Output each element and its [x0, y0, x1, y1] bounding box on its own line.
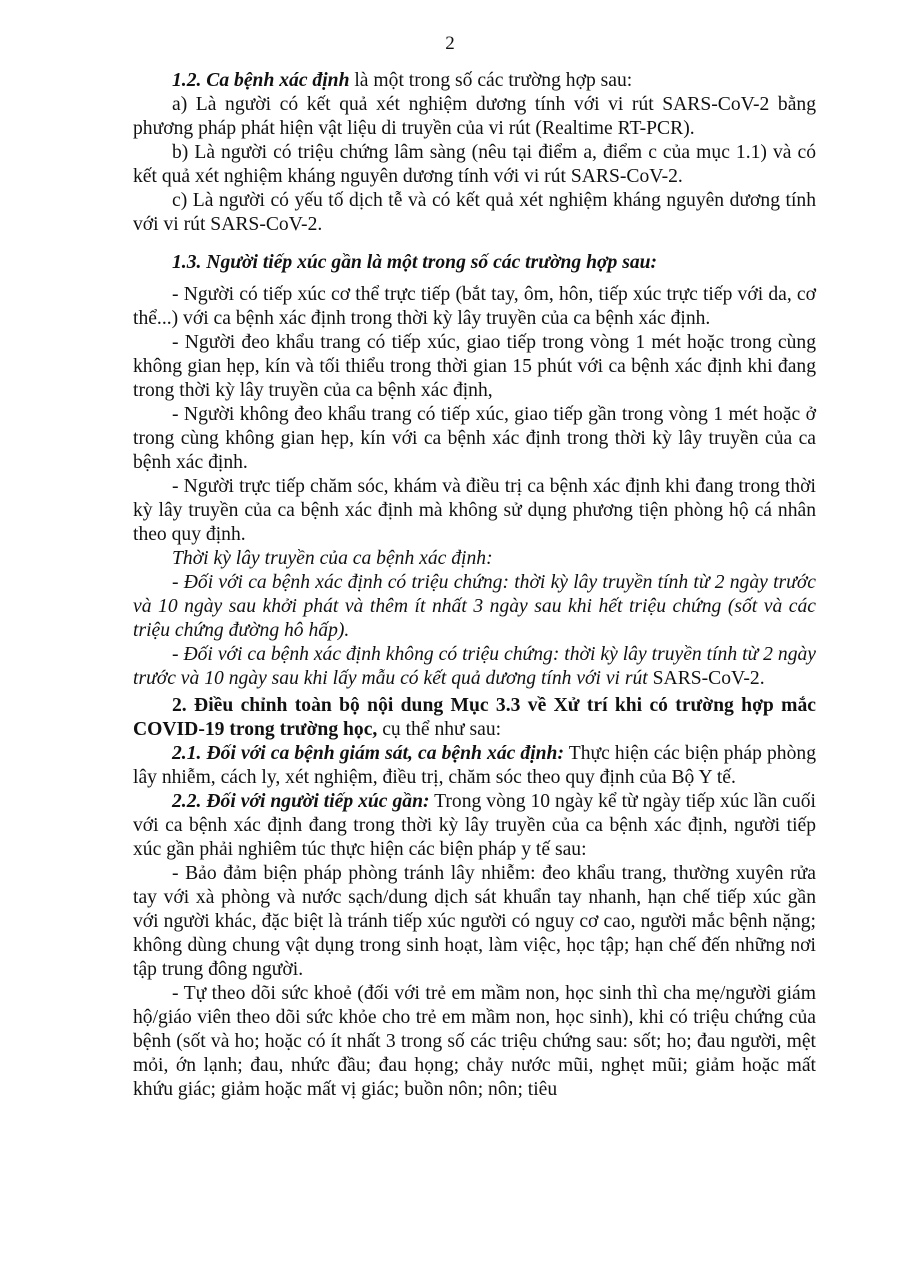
section-1-2-intro	[133, 69, 816, 93]
document-body	[133, 69, 816, 1102]
section-2-2-item: - Bảo đảm biện pháp phòng tránh lây nhiễm: đeo khẩu trang, thường xuyên rửa tay với xà phòng và nước sạch/dung dịch sát khuẩn tay nhanh, hạn chế tiếp xúc gần với người khác, đặc biệt là tránh tiếp xúc người có nguy cơ cao, người mắc bệnh nặng; không dùng chung vật dụng trong sinh hoạt, làm việc, học tập; hạn chế đến những nơi tập trung đông người.	[133, 863, 816, 980]
section-1-3-item: - Người không đeo khẩu trang có tiếp xúc, giao tiếp gần trong vòng 1 mét hoặc ở trong cùng không gian hẹp, kín với ca bệnh xác định trong thời kỳ lây truyền của ca bệnh xác định.	[133, 404, 816, 473]
section-1-2-heading: 1.2. Ca bệnh xác định	[172, 70, 350, 91]
section-2-2-text: Trong vòng 10 ngày kể từ ngày tiếp xúc lần cuối với ca bệnh xác định đang trong thời kỳ lây truyền của ca bệnh xác định, người tiếp xúc gần phải nghiêm túc thực hiện các biện pháp y tế sau:	[133, 791, 816, 860]
section-1-2-item-a: a) Là người có kết quả xét nghiệm dương tính với vi rút SARS-CoV-2 bằng phương pháp phát hiện vật liệu di truyền của vi rút (Realtime RT-PCR).	[133, 94, 816, 139]
section-2-1	[133, 742, 816, 790]
section-2-text: cụ thể như sau:	[377, 719, 502, 740]
transmission-period-symptomatic: - Đối với ca bệnh xác định có triệu chứng: thời kỳ lây truyền tính từ 2 ngày trước và 10 ngày sau khởi phát và thêm ít nhất 3 ngày sau khi hết triệu chứng (sốt và các triệu chứng đường hô hấp).	[133, 572, 816, 641]
section-2-heading: 2. Điều chỉnh toàn bộ nội dung Mục 3.3 về Xử trí khi có trường hợp mắc COVID-19 trong trường học,	[133, 695, 816, 740]
transmission-period-asymptomatic-text: - Đối với ca bệnh xác định không có triệu chứng: thời kỳ lây truyền tính từ 2 ngày trước và 10 ngày sau khi lấy mẫu có kết quả dương tính với vi rút	[133, 644, 816, 689]
section-2-2-heading: 2.2. Đối với người tiếp xúc gần:	[172, 791, 430, 812]
section-1-3-item: - Người có tiếp xúc cơ thể trực tiếp (bắt tay, ôm, hôn, tiếp xúc trực tiếp với da, cơ thể...) với ca bệnh xác định trong thời kỳ lây truyền của ca bệnh xác định.	[133, 284, 816, 329]
section-1-2-item-b: b) Là người có triệu chứng lâm sàng (nêu tại điểm a, điểm c của mục 1.1) và có kết quả xét nghiệm kháng nguyên dương tính với vi rút SARS-CoV-2.	[133, 142, 816, 187]
page-number: 2	[445, 33, 455, 54]
virus-name: SARS-CoV-2.	[647, 668, 765, 689]
section-1-3-heading: 1.3. Người tiếp xúc gần là một trong số các trường hợp sau:	[172, 252, 658, 273]
section-2	[133, 694, 816, 742]
section-2-2	[133, 790, 816, 862]
transmission-period-asymptomatic	[133, 643, 816, 691]
transmission-period-heading: Thời kỳ lây truyền của ca bệnh xác định:	[172, 548, 493, 569]
section-1-3-item: - Người trực tiếp chăm sóc, khám và điều trị ca bệnh xác định khi đang trong thời kỳ lây truyền của ca bệnh xác định mà không sử dụng phương tiện phòng hộ cá nhân theo quy định.	[133, 476, 816, 545]
section-1-2-item-c: c) Là người có yếu tố dịch tễ và có kết quả xét nghiệm kháng nguyên dương tính với vi rút SARS-CoV-2.	[133, 190, 816, 235]
section-2-2-item: - Tự theo dõi sức khoẻ (đối với trẻ em mầm non, học sinh thì cha mẹ/người giám hộ/giáo viên theo dõi sức khỏe cho trẻ em mầm non, học sinh), khi có triệu chứng của bệnh (sốt và ho; hoặc có ít nhất 3 trong số các triệu chứng sau: sốt; ho; đau người, mệt mỏi, ớn lạnh; đau, nhức đầu; đau họng; chảy nước mũi, nghẹt mũi; giảm hoặc mất khứu giác; giảm hoặc mất vị giác; buồn nôn; nôn; tiêu	[133, 983, 816, 1100]
section-2-1-heading: 2.1. Đối với ca bệnh giám sát, ca bệnh xác định:	[172, 743, 564, 764]
section-1-2-text: là một trong số các trường hợp sau:	[349, 70, 633, 91]
section-1-3-item: - Người đeo khẩu trang có tiếp xúc, giao tiếp trong vòng 1 mét hoặc trong cùng không gian hẹp, kín và tối thiểu trong thời gian 15 phút với ca bệnh xác định khi đang trong thời kỳ lây truyền của ca bệnh xác định,	[133, 332, 816, 401]
section-2-1-text: Thực hiện các biện pháp phòng lây nhiễm, cách ly, xét nghiệm, điều trị, chăm sóc theo quy định của Bộ Y tế.	[133, 743, 816, 788]
